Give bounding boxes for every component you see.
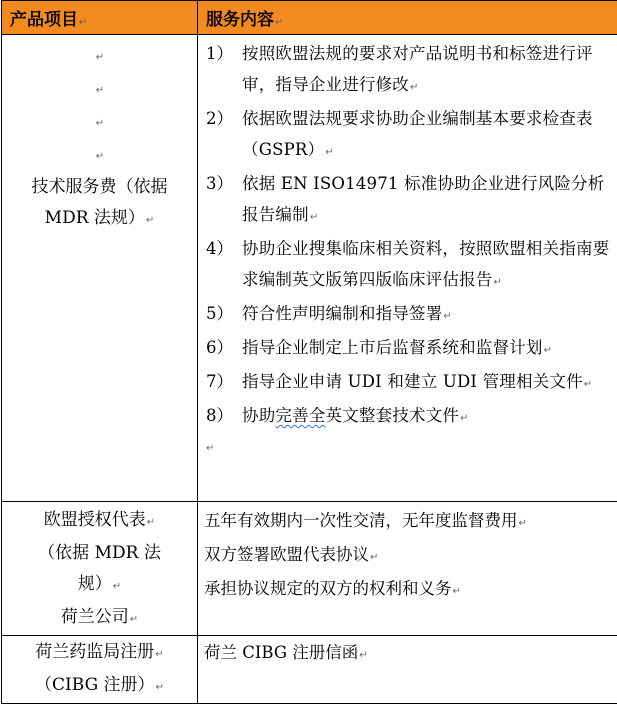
paragraph-mark-icon: ↵ bbox=[443, 311, 452, 322]
list-item bbox=[204, 38, 611, 103]
header-product-item bbox=[2, 1, 198, 35]
paragraph-mark-icon: ↵ bbox=[460, 413, 469, 424]
table-row bbox=[2, 636, 617, 704]
product-name-line: （CIBG 注册） bbox=[35, 675, 155, 695]
item-text: 符合性声明编制和指导签署 bbox=[242, 304, 442, 323]
paragraph-mark-icon: ↵ bbox=[96, 85, 104, 96]
paragraph-mark-icon: ↵ bbox=[410, 82, 419, 93]
paragraph-mark-icon: ↵ bbox=[96, 52, 104, 63]
paragraph-mark-icon: ↵ bbox=[113, 581, 121, 592]
spellcheck-underlined-text: 完善全 bbox=[275, 406, 325, 425]
list-item bbox=[204, 103, 611, 168]
paragraph-mark-icon: ↵ bbox=[96, 118, 104, 129]
product-name-line: 荷兰药监局注册 bbox=[35, 642, 154, 662]
item-number: 3） bbox=[204, 168, 242, 233]
paragraph-mark-icon: ↵ bbox=[494, 277, 503, 288]
paragraph-mark-icon: ↵ bbox=[130, 614, 138, 625]
service-list bbox=[204, 38, 611, 434]
product-name-line: 规） bbox=[78, 574, 112, 594]
service-line: 荷兰 CIBG 注册信函 bbox=[204, 643, 358, 662]
item-text: 协助 bbox=[242, 406, 275, 425]
item-text: 指导企业申请 UDI 和建立 UDI 管理相关文件 bbox=[242, 372, 583, 391]
product-name-line: 技术服务费（依据 bbox=[2, 172, 197, 203]
product-cell-cibg-registration bbox=[2, 636, 198, 704]
service-cell-cibg-registration bbox=[198, 636, 617, 704]
paragraph-mark-icon: ↵ bbox=[146, 215, 154, 226]
list-item bbox=[204, 298, 611, 332]
product-cell-eu-representative bbox=[2, 502, 198, 636]
paragraph-mark-icon: ↵ bbox=[206, 443, 214, 454]
item-text: 协助企业搜集临床相关资料，按照欧盟相关指南要求编制英文版第四版临床评估报告 bbox=[242, 239, 609, 289]
paragraph-mark-icon: ↵ bbox=[156, 682, 164, 693]
item-text: 指导企业制定上市后监督系统和监督计划 bbox=[242, 338, 543, 357]
header-service-label: 服务内容 bbox=[206, 10, 274, 30]
item-number: 2） bbox=[204, 103, 242, 168]
paragraph-mark-icon: ↵ bbox=[325, 147, 334, 158]
product-name-line: MDR 法规） bbox=[45, 208, 145, 228]
service-line: 承担协议规定的双方的权利和义务 bbox=[204, 579, 452, 598]
item-number: 4） bbox=[204, 233, 242, 298]
paragraph-mark-icon: ↵ bbox=[370, 552, 378, 563]
paragraph-mark-icon: ↵ bbox=[96, 151, 104, 162]
item-number: 5） bbox=[204, 298, 242, 332]
header-product-label: 产品项目 bbox=[10, 10, 78, 30]
paragraph-mark-icon: ↵ bbox=[147, 517, 155, 528]
service-cell-eu-representative bbox=[198, 502, 617, 636]
item-text: 英文整套技术文件 bbox=[326, 406, 460, 425]
paragraph-mark-icon: ↵ bbox=[519, 518, 527, 529]
item-number: 1） bbox=[204, 38, 242, 103]
service-line: 五年有效期内一次性交清，无年度监督费用 bbox=[204, 511, 518, 530]
table-row bbox=[2, 35, 617, 502]
list-item bbox=[204, 233, 611, 298]
paragraph-mark-icon: ↵ bbox=[275, 17, 283, 28]
product-name-line: 欧盟授权代表 bbox=[44, 510, 146, 530]
list-item bbox=[204, 366, 611, 400]
service-table bbox=[1, 0, 617, 704]
item-number: 7） bbox=[204, 366, 242, 400]
paragraph-mark-icon: ↵ bbox=[584, 379, 593, 390]
list-item bbox=[204, 168, 611, 233]
service-cell-technical-service bbox=[198, 35, 617, 502]
table-row bbox=[2, 502, 617, 636]
list-item bbox=[204, 400, 611, 434]
header-service-content bbox=[198, 1, 617, 35]
paragraph-mark-icon: ↵ bbox=[453, 586, 461, 597]
paragraph-mark-icon: ↵ bbox=[310, 212, 319, 223]
product-name-line: （依据 MDR 法 bbox=[2, 538, 197, 569]
item-text: 按照欧盟法规的要求对产品说明书和标签进行评审，指导企业进行修改 bbox=[242, 44, 593, 94]
paragraph-mark-icon: ↵ bbox=[544, 345, 553, 356]
item-text: 依据 EN ISO14971 标准协助企业进行风险分析报告编制 bbox=[242, 174, 604, 224]
item-text: 依据欧盟法规要求协助企业编制基本要求检查表（GSPR） bbox=[242, 109, 593, 159]
item-number: 6） bbox=[204, 332, 242, 366]
paragraph-mark-icon: ↵ bbox=[359, 650, 367, 661]
item-number: 8） bbox=[204, 400, 242, 434]
list-item bbox=[204, 332, 611, 366]
paragraph-mark-icon: ↵ bbox=[79, 17, 87, 28]
product-cell-technical-service bbox=[2, 35, 198, 502]
product-name-line: 荷兰公司 bbox=[61, 607, 129, 627]
service-line: 双方签署欧盟代表协议 bbox=[204, 545, 369, 564]
paragraph-mark-icon: ↵ bbox=[155, 649, 163, 660]
table-header-row bbox=[2, 1, 617, 35]
